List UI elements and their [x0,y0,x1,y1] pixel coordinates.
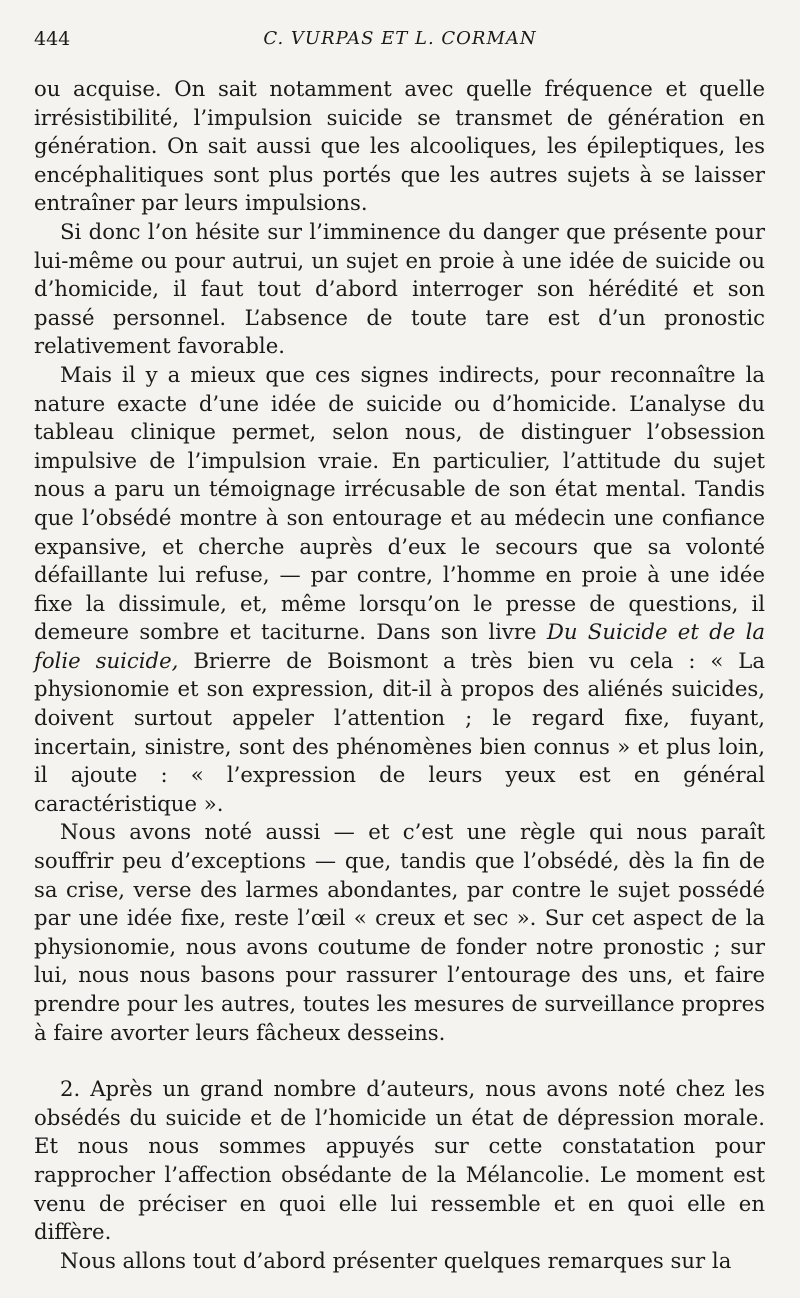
page-header [34,28,766,58]
paragraph-4 [34,818,765,1047]
paragraph-text: Si donc l’on hésite sur l’imminence du danger que présente pour lui-même ou pour autrui, un sujet en proie à une idée de suicide ou d’homicide, il faut tout d’abord interroger son hérédité et son passé personnel. L’absence de toute tare est d’un pronostic relativement favorable. [34,218,765,359]
page-number: 444 [34,28,71,50]
paragraph-3 [34,361,765,819]
paragraph-text: ou acquise. On sait notamment avec quelle fréquence et quelle irrésistibilité, l’impulsion suicide se transmet de génération en génération. On sait aussi que les alcooliques, les épileptiques, les encéphalitiques sont plus portés que les autres sujets à se laisser entraîner par leurs impulsions. [34,76,765,216]
paragraph-text: Mais il y a mieux que ces signes indirects, pour reconnaître la nature exacte d’une idée de suicide ou d’homicide. L’analyse du tableau clinique permet, selon nous, de distinguer l’obsession impulsive de l’impulsion vraie. En particulier, l’attitude du sujet nous a paru un témoignage irrécusable de son état mental. Tandis que l’obsédé montre à son entourage et au médecin une confiance expansive, et cherche auprès d’eux le secours que sa volonté défaillante lui refuse, — par contre, l’homme en proie à une idée fixe la dissimule, et, même lorsqu’on le presse de questions, il demeure sombre et taciturne. Dans son livre [34,361,765,645]
running-title: C. VURPAS ET L. CORMAN [263,28,537,49]
paragraph-text: Nous avons noté aussi — et c’est une règle qui nous paraît souffrir peu d’exceptions — que, tandis que l’obsédé, dès la fin de sa crise, verse des larmes abondantes, par contre le sujet possédé par une idée fixe, reste l’œil « creux et sec ». Sur cet aspect de la physionomie, nous avons coutume de fonder notre pronostic ; sur lui, nous nous basons pour rassurer l’entourage des uns, et faire prendre pour les autres, toutes les mesures de surveillance propres à faire avorter leurs fâcheux desseins. [34,819,765,1045]
paragraph-6 [34,1247,765,1276]
paragraph-2 [34,218,765,361]
paragraph-text: Brierre de Boismont a très bien vu cela : « La physionomie et son expression, dit-il à propos des aliénés suicides, doivent surtout appeler l’attention ; le regard fixe, fuyant, incertain, sinistre, sont des phénomènes bien connus » et plus loin, il ajoute : « l’expression de leurs yeux est en général caractéristique ». [34,647,765,816]
book-title-italic: Du Suicide et de la folie suicide, [34,619,765,673]
paragraph-1 [34,75,765,218]
paragraph-text: Nous allons tout d’abord présenter quelques remarques sur la [60,1247,732,1273]
paragraph-5 [34,1075,765,1247]
paragraph-text: 2. Après un grand nombre d’auteurs, nous avons noté chez les obsédés du suicide et de l’homicide un état de dépression morale. Et nous nous sommes appuyés sur cette constatation pour rapprocher l’affection obsédante de la Mélancolie. Le moment est venu de préciser en quoi elle lui ressemble et en quoi elle en diffère. [34,1076,765,1245]
body-text [34,75,765,1275]
